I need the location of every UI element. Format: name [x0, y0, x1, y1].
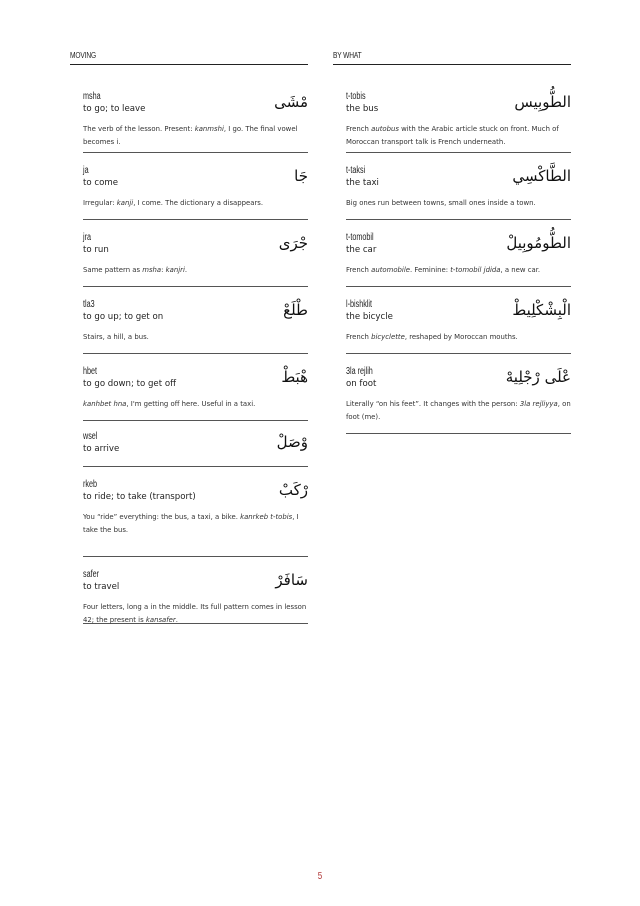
entry-gloss: the bus [346, 104, 379, 114]
entry-transliteration: t-taksi [346, 165, 366, 176]
entry-gloss: the bicycle [346, 312, 393, 322]
section-heading-by-what: BY WHAT [333, 50, 362, 60]
entry-note: kanhbet hna, I'm getting off here. Useful in a taxi. [83, 400, 256, 408]
column-moving [70, 48, 308, 624]
entry-note: Four letters, long a in the middle. Its full pattern comes in lesson 42; the present is kansafer. [83, 603, 307, 624]
entry-gloss: to ride; to take (transport) [83, 492, 196, 502]
entry-note: French automobile. Feminine: t-tomobil jdida, a new car. [346, 266, 541, 274]
entry-transliteration: jra [83, 232, 92, 243]
italic-term: kanjri [165, 266, 185, 274]
entry-arabic: الطُّومُوبِيلْ [506, 234, 571, 252]
entry-note: Same pattern as msha: kanjri. [83, 266, 188, 274]
italic-term: t-tomobil jdida [450, 266, 501, 274]
page-number: 5 [317, 871, 323, 882]
section-heading-moving: MOVING [70, 50, 96, 60]
entry-gloss: to go down; to get off [83, 379, 176, 389]
italic-term: autobus [371, 125, 399, 133]
entry-list-by-what [333, 65, 571, 434]
entry-gloss: to go; to leave [83, 104, 146, 114]
entry-gloss: the car [346, 245, 377, 255]
entry-arabic: وْصَلْ [276, 433, 308, 451]
entry-transliteration: 3la rejlih [346, 366, 373, 377]
entry-arabic: الطُّوبِيس [514, 93, 571, 111]
entry-arabic: طْلَعْ [283, 301, 308, 319]
entry-transliteration: t-tomobil [346, 232, 374, 243]
entry-note: French autobus with the Arabic article stuck on front. Much of Moroccan transport talk is French underneath. [346, 125, 559, 146]
vocab-entry [83, 287, 308, 354]
entry-gloss: to go up; to get on [83, 312, 164, 322]
entry-gloss: to travel [83, 582, 120, 592]
entry-arabic: عْلَى رْجْلِيهْ [505, 368, 571, 386]
entry-gloss: to arrive [83, 444, 120, 454]
entry-gloss: to run [83, 245, 109, 255]
entry-transliteration: l-bishklit [346, 299, 373, 310]
entry-transliteration: safer [83, 569, 100, 580]
italic-term: kanji [116, 199, 134, 207]
italic-term: msha [142, 266, 162, 274]
vocab-entry [346, 153, 571, 220]
entry-transliteration: msha [83, 91, 101, 102]
entry-transliteration: tla3 [83, 299, 95, 310]
entry-arabic: مْشَى [274, 93, 308, 111]
vocab-entry [83, 354, 308, 421]
vocab-entry [83, 421, 308, 467]
entry-arabic: جْرَى [278, 234, 308, 252]
entry-arabic: رْكَبْ [278, 481, 308, 499]
entry-gloss: on foot [346, 379, 377, 389]
vocab-entry [83, 153, 308, 220]
entry-note: The verb of the lesson. Present: kanmshi, I go. The final vowel becomes i. [83, 125, 298, 146]
entry-note: Stairs, a hill, a bus. [83, 333, 149, 341]
italic-term: bicyclette [371, 333, 405, 341]
vocab-entry [346, 354, 571, 434]
entry-arabic: جَا [294, 167, 308, 185]
italic-term: kanrkeb t-tobis [240, 513, 293, 521]
vocab-entry [83, 65, 308, 153]
entry-transliteration: hbet [83, 366, 98, 377]
entry-transliteration: wsel [83, 431, 98, 442]
entry-transliteration: rkeb [83, 479, 98, 490]
vocab-entry [346, 220, 571, 287]
entry-arabic: هْبَطْ [281, 368, 308, 386]
entry-note: You “ride” everything: the bus, a taxi, a bike. kanrkeb t-tobis, I take the bus. [83, 513, 299, 534]
entry-gloss: to come [83, 178, 119, 188]
italic-term: 3la rejliyya [519, 400, 558, 408]
italic-term: kanmshi [194, 125, 224, 133]
vocab-entry [83, 220, 308, 287]
entry-note: French bicyclette, reshaped by Moroccan mouths. [346, 333, 518, 341]
column-by-what [333, 48, 571, 434]
entry-gloss: the taxi [346, 178, 379, 188]
vocab-entry [83, 467, 308, 557]
entry-transliteration: t-tobis [346, 91, 366, 102]
vocab-entry [346, 287, 571, 354]
entry-arabic: الطَّاكْسِي [512, 167, 571, 185]
entry-arabic: الْبِشْكْلِيطْ [512, 301, 571, 319]
italic-term: kansafer [145, 615, 176, 624]
entry-list-moving [70, 65, 308, 624]
entry-note: Big ones run between towns, small ones inside a town. [346, 199, 536, 207]
entry-transliteration: ja [83, 165, 89, 176]
italic-term: kanhbet hna [83, 400, 127, 408]
vocab-entry [83, 557, 308, 624]
entry-note: Irregular: kanji, I come. The dictionary a disappears. [83, 199, 264, 207]
entry-note: Literally “on his feet”. It changes with the person: 3la rejliyya, on foot (me). [346, 400, 571, 421]
italic-term: automobile [371, 266, 410, 274]
vocab-entry [346, 65, 571, 153]
entry-arabic: سَافَرْ [275, 571, 308, 589]
